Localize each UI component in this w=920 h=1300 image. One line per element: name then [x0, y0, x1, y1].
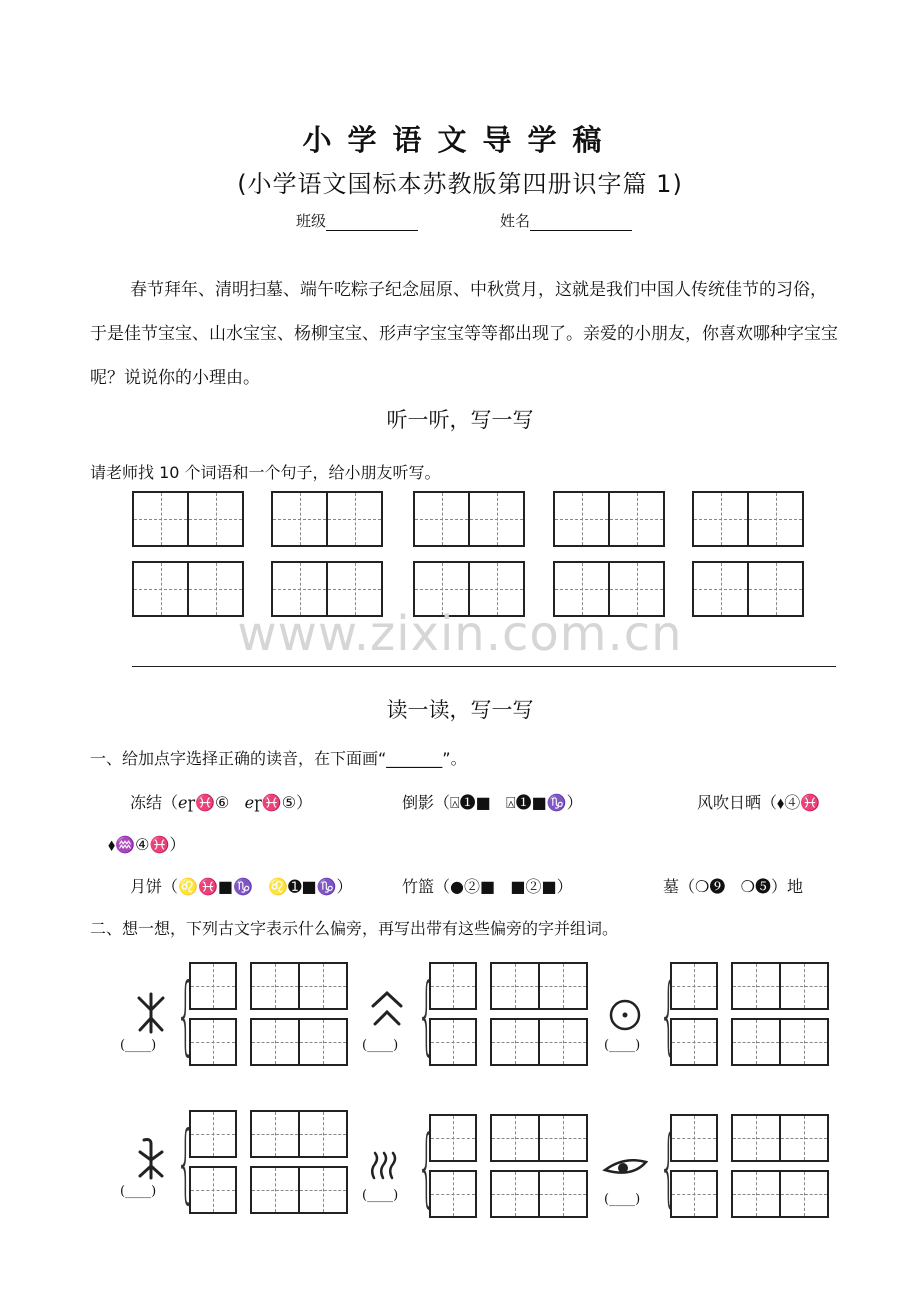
- radical-answer-blank[interactable]: (____): [362, 1038, 399, 1053]
- pinyin-item-dongjie[interactable]: 冻结（ℯɼ♓⑥ ℯɼ♓⑤）: [130, 793, 313, 812]
- ancient-wood-glyph: [134, 992, 168, 1034]
- radical-word-grid[interactable]: [731, 1114, 829, 1162]
- radical-answer-blank[interactable]: (____): [604, 1038, 641, 1053]
- ancient-roof-glyph: [370, 990, 404, 1028]
- radical-char-box[interactable]: [189, 1110, 237, 1158]
- radical-word-grid[interactable]: [731, 1170, 829, 1218]
- brace: {: [176, 965, 196, 1065]
- class-label: 班级: [296, 212, 327, 230]
- radical-word-grid[interactable]: [250, 1018, 348, 1066]
- name-label: 姓名: [500, 212, 531, 230]
- dictation-grid[interactable]: [692, 491, 804, 547]
- radical-word-grid[interactable]: [490, 1018, 588, 1066]
- section-read-title: 读一读，写一写: [386, 698, 534, 722]
- page-subtitle: (小学语文国标本苏教版第四册识字篇 1): [237, 170, 683, 198]
- radical-answer-blank[interactable]: (____): [362, 1188, 399, 1203]
- pinyin-item-yuebing[interactable]: 月饼（♌♓■♑ ♌➊■♑）: [130, 877, 353, 896]
- radical-word-grid[interactable]: [250, 1166, 348, 1214]
- pinyin-item-fengchuirishai[interactable]: 风吹日晒（⬧④♓: [697, 793, 821, 812]
- ancient-sun-glyph: [608, 998, 642, 1032]
- radical-char-box[interactable]: [189, 1018, 237, 1066]
- radical-answer-blank[interactable]: (____): [604, 1192, 641, 1207]
- dictation-grid[interactable]: [553, 491, 665, 547]
- dictation-grid[interactable]: [271, 491, 383, 547]
- radical-char-box[interactable]: [670, 1018, 718, 1066]
- brace: {: [659, 1117, 679, 1217]
- brace: {: [417, 965, 437, 1065]
- radical-answer-blank[interactable]: (____): [120, 1184, 157, 1199]
- radical-word-grid[interactable]: [490, 1114, 588, 1162]
- brace: {: [176, 1113, 196, 1213]
- section-listen-instruction: 请老师找 10 个词语和一个句子，给小朋友听写。: [90, 463, 441, 482]
- dictation-grid[interactable]: [413, 491, 525, 547]
- class-field: [296, 210, 418, 231]
- intro-paragraph: 春节拜年、清明扫墓、端午吃粽子纪念屈原、中秋赏月，这就是我们中国人传统佳节的习俗，于是佳节宝宝、山水宝宝、杨柳宝宝、形声字宝宝等等都出现了。亲爱的小朋友，你喜欢哪种字宝宝呢？说说你的小理由。: [90, 280, 838, 388]
- radical-char-box[interactable]: [429, 1170, 477, 1218]
- page-title: 小学语文导学稿: [302, 123, 618, 157]
- question-2-prompt: 二、想一想，下列古文字表示什么偏旁，再写出带有这些偏旁的字并组词。: [90, 919, 619, 938]
- ancient-eye-glyph: [602, 1156, 650, 1182]
- radical-word-grid[interactable]: [250, 1110, 348, 1158]
- radical-char-box[interactable]: [429, 1114, 477, 1162]
- radical-word-grid[interactable]: [490, 1170, 588, 1218]
- brace: {: [659, 965, 679, 1065]
- watermark: www.zixin.com.cn: [237, 606, 683, 662]
- radical-word-grid[interactable]: [250, 962, 348, 1010]
- pinyin-item-mu[interactable]: 墓（❍➒ ❍➎）地: [663, 877, 804, 896]
- radical-word-grid[interactable]: [731, 1018, 829, 1066]
- section-listen-title: 听一听，写一写: [386, 408, 534, 432]
- pinyin-item-daoying[interactable]: 倒影（⍓➊■ ⍓➊■♑）: [402, 793, 583, 812]
- brace: {: [417, 1117, 437, 1217]
- dictation-grid[interactable]: [132, 491, 244, 547]
- radical-char-box[interactable]: [670, 1170, 718, 1218]
- ancient-steam-glyph: [368, 1150, 398, 1182]
- radical-char-box[interactable]: [429, 1018, 477, 1066]
- radical-char-box[interactable]: [189, 1166, 237, 1214]
- pinyin-item-fengchuirishai-cont[interactable]: ⬧♒④♓）: [108, 835, 186, 854]
- question-1-prompt: 一、给加点字选择正确的读音，在下面画“_______”。: [90, 749, 467, 768]
- radical-char-box[interactable]: [670, 962, 718, 1010]
- radical-char-box[interactable]: [670, 1114, 718, 1162]
- section-divider: [132, 666, 836, 667]
- radical-char-box[interactable]: [189, 962, 237, 1010]
- class-blank[interactable]: [326, 212, 418, 231]
- name-field: [500, 210, 632, 231]
- radical-char-box[interactable]: [429, 962, 477, 1010]
- ancient-grain-glyph: [134, 1136, 168, 1180]
- name-blank[interactable]: [530, 212, 632, 231]
- radical-answer-blank[interactable]: (____): [120, 1038, 157, 1053]
- radical-word-grid[interactable]: [731, 962, 829, 1010]
- radical-word-grid[interactable]: [490, 962, 588, 1010]
- pinyin-item-zhulan[interactable]: 竹篮（●②■ ■②■）: [402, 877, 573, 896]
